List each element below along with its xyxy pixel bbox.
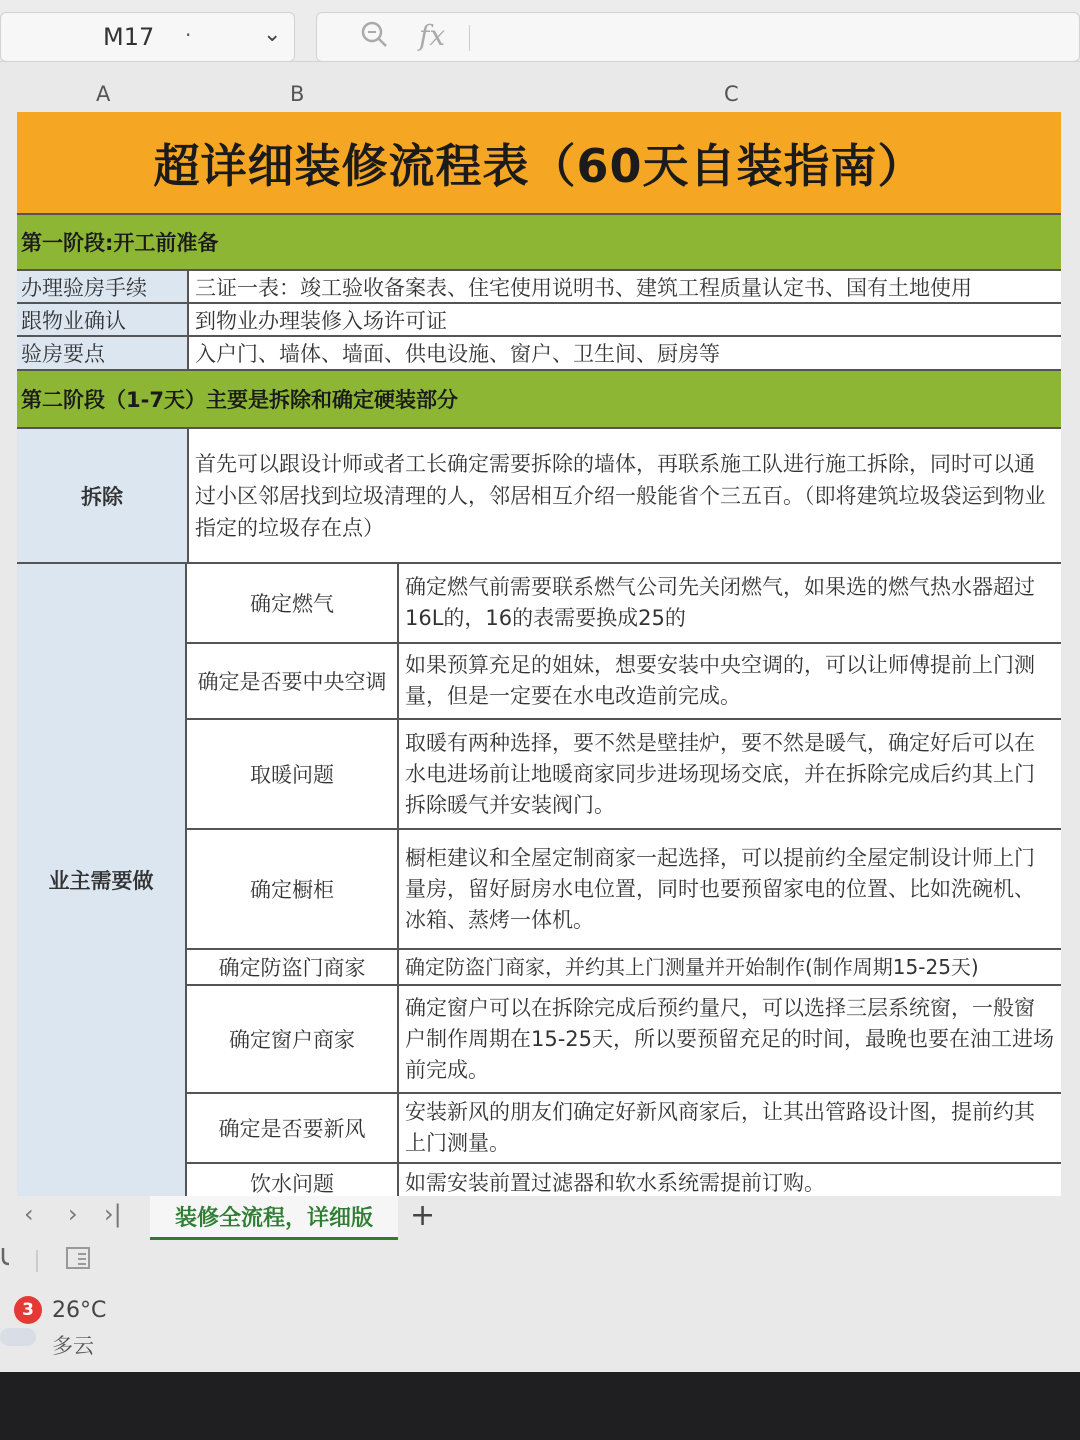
task-description: 安装新风的朋友们确定好新风商家后，让其出管路设计图，提前约其上门测量。 (405, 1100, 1035, 1155)
bottom-toolbar (0, 1242, 1080, 1282)
formula-input[interactable] (316, 12, 1080, 62)
task-name: 确定燃气 (187, 564, 399, 642)
task-description: 确定防盗门商家，并约其上门测量并开始制作(制作周期15-25天) (405, 954, 979, 979)
fx-icon[interactable]: fx (419, 19, 446, 52)
task-name: 饮水问题 (187, 1164, 399, 1196)
table-row[interactable] (17, 271, 1061, 304)
list-item[interactable] (187, 1164, 1061, 1196)
task-name: 确定橱柜 (187, 830, 399, 948)
task-description: 确定窗户可以在拆除完成后预约量尺，可以选择三层系统窗，一般窗户制作周期在15-25天，所以要预留充足的时间，最晚也要在油工进场前完成。 (405, 995, 1055, 1082)
stage-2-header[interactable]: 第二阶段（1-7天）主要是拆除和确定硬装部分 (17, 371, 1061, 429)
row-item: 办理验房手续 (17, 271, 189, 302)
cloud-icon (0, 1328, 36, 1346)
sheet-tab-bar (0, 1196, 1080, 1242)
row-detail: 到物业办理装修入场许可证 (195, 308, 447, 333)
list-item[interactable] (187, 986, 1061, 1094)
list-item[interactable] (187, 1094, 1061, 1164)
chevron-left-icon[interactable]: ‹ (24, 1200, 34, 1228)
table-row[interactable] (17, 429, 1061, 564)
sheet-title[interactable]: 超详细装修流程表（60天自装指南） (17, 112, 1061, 215)
list-item[interactable] (187, 950, 1061, 986)
task-description: 如果预算充足的姐妹，想要安装中央空调的，可以让师傅提前上门测量，但是一定要在水电改造前完成。 (405, 653, 1035, 708)
row-item: 跟物业确认 (17, 304, 189, 335)
row-item: 拆除 (17, 429, 189, 562)
formula-bar (0, 0, 1080, 62)
name-box-separator: · (185, 23, 192, 47)
magnifier-icon[interactable] (359, 19, 389, 56)
task-name: 确定是否要中央空调 (187, 644, 399, 718)
list-item[interactable] (187, 720, 1061, 830)
task-description: 取暖有两种选择，要不然是壁挂炉，要不然是暖气，确定好后可以在水电进场前让地暖商家同步进场现场交底，并在拆除完成后约其上门拆除暖气并安装阀门。 (405, 730, 1035, 817)
table-row[interactable] (17, 337, 1061, 371)
temperature: 26°C (52, 1298, 107, 1323)
notification-badge: 3 (14, 1296, 42, 1324)
sheet-list-icon[interactable] (64, 1244, 94, 1278)
task-name: 确定防盗门商家 (187, 950, 399, 984)
row-detail: 首先可以跟设计师或者工长确定需要拆除的墙体，再联系施工队进行施工拆除，同时可以通过小区邻居找到垃圾清理的人，邻居相互介绍一般能省个三五百。（即将建筑垃圾袋运到物业指定的垃圾存在点） (195, 451, 1046, 540)
screen-bezel (0, 1372, 1080, 1440)
task-description: 如需安装前置过滤器和软水系统需提前订购。 (405, 1170, 825, 1195)
column-header-b[interactable]: B (290, 82, 305, 106)
owner-tasks-label[interactable]: 业主需要做 (17, 564, 187, 1196)
sheet-tab-active[interactable]: 装修全流程，详细版 (150, 1196, 398, 1240)
formula-separator (469, 25, 470, 51)
row-detail: 入户门、墙体、墙面、供电设施、窗户、卫生间、厨房等 (195, 342, 720, 366)
column-header-c[interactable]: C (724, 82, 739, 106)
weather-widget[interactable] (0, 1290, 200, 1370)
column-header-row (0, 78, 1080, 112)
name-box[interactable] (0, 12, 295, 62)
task-name: 取暖问题 (187, 720, 399, 828)
task-name: 确定是否要新风 (187, 1094, 399, 1162)
task-description: 橱柜建议和全屋定制商家一起选择，可以提前约全屋定制设计师上门量房，留好厨房水电位置，同时也要预留家电的位置、比如洗碗机、冰箱、蒸烤一体机。 (405, 845, 1035, 932)
last-sheet-icon[interactable]: ›| (104, 1200, 122, 1228)
row-detail: 三证一表：竣工验收备案表、住宅使用说明书、建筑工程质量认定书、国有土地使用 (195, 275, 972, 300)
stage-1-header[interactable]: 第一阶段:开工前准备 (17, 215, 1061, 271)
chevron-right-icon[interactable]: › (68, 1200, 78, 1228)
row-item: 验房要点 (17, 337, 189, 369)
table-row[interactable] (17, 304, 1061, 337)
spreadsheet-grid (17, 112, 1061, 1196)
list-item[interactable] (187, 564, 1061, 644)
add-sheet-icon[interactable]: + (410, 1198, 436, 1233)
column-header-a[interactable]: A (96, 82, 111, 106)
toolbar-divider (36, 1250, 38, 1272)
cell-reference: M17 (103, 23, 155, 51)
undo-icon[interactable] (0, 1244, 16, 1276)
task-description: 确定燃气前需要联系燃气公司先关闭燃气，如果选的燃气热水器超过16L的，16的表需要换成25的 (405, 575, 1035, 630)
list-item[interactable] (187, 830, 1061, 950)
chevron-down-icon[interactable]: ⌄ (263, 22, 282, 47)
weather-condition: 多云 (52, 1334, 94, 1358)
list-item[interactable] (187, 644, 1061, 720)
task-name: 确定窗户商家 (187, 986, 399, 1092)
